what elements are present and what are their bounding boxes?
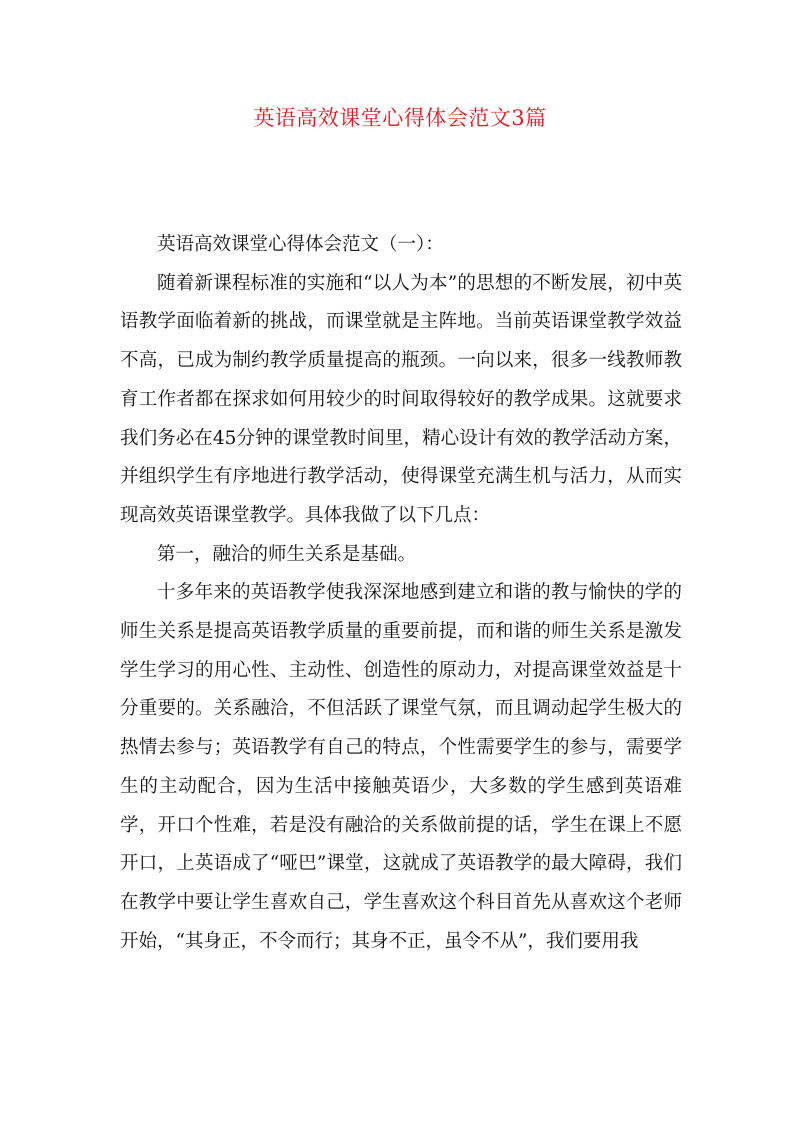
- body-paragraph: 随着新课程标准的实施和“以人为本”的思想的不断发展，初中英语教学面临着新的挑战，而课堂就是主阵地。当前英语课堂教学效益不高，已成为制约教学质量提高的瓶颈。一向以来，很多一线教师教育工作者都在探求如何用较少的时间取得较好的教学成果。这就要求我们务必在45分钟的课堂教时间里，精心设计有效的教学活动方案，并组织学生有序地进行教学活动，使得课堂充满生机与活力，从而实现高效英语课堂教学。具体我做了以下几点：: [120, 272, 682, 526]
- document-title: 英语高效课堂心得体会范文3篇: [253, 106, 547, 130]
- point-heading: 第一，融洽的师生关系是基础。: [157, 543, 417, 565]
- document-body: [120, 226, 682, 961]
- body-paragraph: 十多年来的英语教学使我深深地感到建立和谐的教与愉快的学的师生关系是提高英语教学质量的重要前提，而和谐的师生关系是激发学生学习的用心性、主动性、创造性的原动力，对提高课堂效益是十分重要的。关系融洽，不但活跃了课堂气氛，而且调动起学生极大的热情去参与；英语教学有自己的特点，个性需要学生的参与，需要学生的主动配合，因为生活中接触英语少，大多数的学生感到英语难学，开口个性难，若是没有融洽的关系做前提的话，学生在课上不愿开口，上英语成了“哑巴”课堂，这就成了英语教学的最大障碍，我们在教学中要让学生喜欢自己，学生喜欢这个科目首先从喜欢这个老师开始，“其身正，不令而行；其身不正，虽令不从”，我们要用我: [120, 582, 682, 952]
- section-heading: 英语高效课堂心得体会范文（一）：: [157, 234, 444, 255]
